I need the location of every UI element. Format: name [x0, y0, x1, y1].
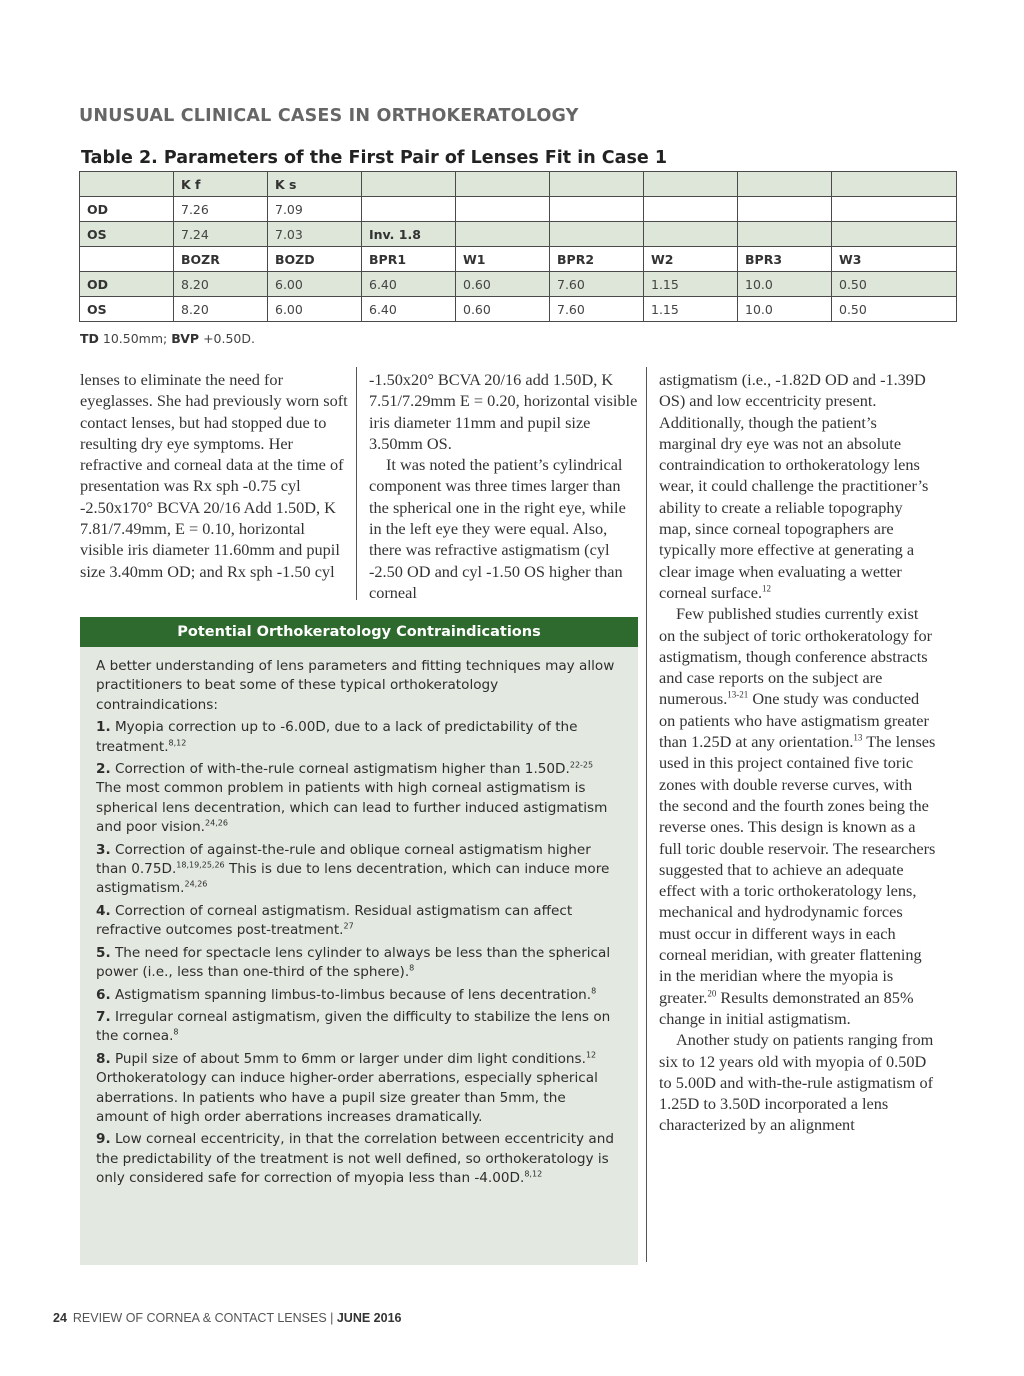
sidebar-title: Potential Orthokeratology Contraindications: [80, 617, 638, 647]
table-title: Table 2. Parameters of the First Pair of Lenses Fit in Case 1: [81, 148, 668, 168]
table-cell: [738, 197, 832, 222]
table-cell: [832, 197, 957, 222]
table-cell: 7.60: [550, 297, 644, 322]
table-cell: 8.20: [174, 272, 268, 297]
table-cell: 8.20: [174, 297, 268, 322]
table-cell: [738, 172, 832, 197]
paragraph: Another study on patients ranging from six to 12 years old with myopia of 0.50D to 5.00D and with-the-rule astigmatism of 1.25D to 3.50D incorporated a lens characterized by an alignment: [659, 1030, 934, 1135]
table-cell: W1: [456, 247, 550, 272]
table-cell: [80, 172, 174, 197]
list-item: 3. Correction of against-the-rule and oblique corneal astigmatism higher than 0.75D.$^{18,19,25,26}$ This is due to lens decentration, which can induce more astigmatism.$^{24,26}$: [96, 841, 610, 897]
column-divider: [646, 367, 647, 1262]
table-cell: [550, 172, 644, 197]
paragraph: astigmatism (i.e., -1.82D OD and -1.39D OS) and low eccentricity present. Additionally, though the patient’s marginal dry eye was not an absolute contraindication to orthokeratology lens wear, it could challenge the practitioner’s ability to create a reliable topography map, since corneal topographers are typically more effective at generating a clear image when evaluating a wetter corneal surface.$^{12}$: [659, 370, 929, 602]
table-cell: Inv. 1.8: [362, 222, 456, 247]
table-cell: 0.50: [832, 272, 957, 297]
table-cell: 10.0: [738, 297, 832, 322]
table-cell: [832, 172, 957, 197]
table-cell: BPR1: [362, 247, 456, 272]
table-cell: [80, 247, 174, 272]
section-header: UNUSUAL CLINICAL CASES IN ORTHOKERATOLOGY: [79, 106, 579, 126]
table-cell: BOZD: [268, 247, 362, 272]
table-cell: [644, 172, 738, 197]
table-cell: BPR2: [550, 247, 644, 272]
list-item: 4. Correction of corneal astigmatism. Residual astigmatism can affect refractive outcomes post-treatment.$^{27}$: [96, 902, 573, 939]
table-header-row: [80, 172, 957, 197]
table-cell: [456, 197, 550, 222]
table-cell: OS: [80, 297, 174, 322]
table-cell: [738, 222, 832, 247]
table-cell: 0.60: [456, 297, 550, 322]
table-cell: [644, 197, 738, 222]
body-column-2: [369, 369, 639, 603]
table-cell: 0.50: [832, 297, 957, 322]
paragraph: Few published studies currently exist on the subject of toric orthokeratology for astigmatism, though conference abstracts and case reports on the subject are numerous.$^{13-21}$ One study was conducted on patients who have astigmatism greater than 1.25D at any orientation.$^{13}$ The lenses used in this project contained five toric zones with double reverse curves, with the second and the fourth zones being the reverse ones. This design is known as a full toric double reservoir. The researchers suggested that to achieve an adequate effect with a toric orthokeratology lens, mechanical and hydrodynamic forces must occur in different ways in each corneal meridian, with greater flattening in the meridian where the myopia is greater.$^{20}$ Results demonstrated an 85% change in initial astigmatism.: [659, 604, 936, 1028]
column-divider: [356, 367, 357, 600]
list-item: 5. The need for spectacle lens cylinder to always be less than the spherical power (i.e., less than one-third of the sphere).$^8$: [96, 944, 611, 981]
table-cell: 10.0: [738, 272, 832, 297]
table-cell: 7.26: [174, 197, 268, 222]
parameters-table: [79, 171, 957, 322]
list-item: 6. Astigmatism spanning limbus-to-limbus because of lens decentration.$^8$: [96, 985, 597, 1003]
table-cell: [362, 197, 456, 222]
table-cell: BPR3: [738, 247, 832, 272]
table-cell: 7.09: [268, 197, 362, 222]
table-cell: K f: [174, 172, 268, 197]
paragraph: It was noted the patient’s cylindrical component was three times larger than the spherical one in the right eye, while in the left eye they were equal. Also, there was refractive astigmatism (cyl -2.50 OD and cyl -1.50 OS higher than corneal: [369, 455, 626, 602]
table-cell: 7.60: [550, 272, 644, 297]
list-item: 9. Low corneal eccentricity, in that the correlation between eccentricity and the predictability of the treatment is not well defined, so orthokeratology is only considered safe for correction of myopia less than -4.00D.$^{8,12}$: [96, 1131, 614, 1187]
table-cell: 6.40: [362, 272, 456, 297]
contraindication-list: [96, 718, 622, 1188]
table-cell: 0.60: [456, 272, 550, 297]
table-cell: 1.15: [644, 272, 738, 297]
table-cell: [550, 197, 644, 222]
table-row: [80, 222, 957, 247]
table-cell: W3: [832, 247, 957, 272]
table-cell: [456, 172, 550, 197]
list-item: 2. Correction of with-the-rule corneal astigmatism higher than 1.50D.$^{22-25}$ The most common problem in patients with high corneal astigmatism is spherical lens decentration, which can lead to further induced astigmatism and poor vision.$^{24,26}$: [96, 760, 608, 836]
table-cell: 6.40: [362, 297, 456, 322]
table-footnote: TD 10.50mm; BVP +0.50D.: [80, 331, 255, 346]
table-cell: [362, 172, 456, 197]
page-footer: [53, 1311, 401, 1325]
table-cell: K s: [268, 172, 362, 197]
list-item: 7. Irregular corneal astigmatism, given the difficulty to stabilize the lens on the cornea.$^8$: [96, 1008, 611, 1045]
sidebar-intro: A better understanding of lens parameters and fitting techniques may allow practitioners to beat some of these typical orthokeratology contraindications:: [96, 658, 615, 713]
table-cell: 7.03: [268, 222, 362, 247]
table-header-row: [80, 247, 957, 272]
sidebar-body: [80, 647, 638, 1189]
table-cell: BOZR: [174, 247, 268, 272]
table-cell: OD: [80, 272, 174, 297]
body-column-3: [659, 369, 936, 1136]
table-cell: 6.00: [268, 297, 362, 322]
contraindications-sidebar: [80, 617, 638, 1265]
table-row: [80, 272, 957, 297]
table-cell: 7.24: [174, 222, 268, 247]
table-cell: [644, 222, 738, 247]
table-cell: [832, 222, 957, 247]
table-cell: [456, 222, 550, 247]
table-cell: W2: [644, 247, 738, 272]
paragraph: lenses to eliminate the need for eyeglasses. She had previously worn soft contact lenses, but had stopped due to resulting dry eye symptoms. Her refractive and corneal data at the time of presentation was Rx sph -0.75 cyl -2.50x170° BCVA 20/16 Add 1.50D, K 7.81/7.49mm, E = 0.10, horizontal visible iris diameter 11.60mm and pupil size 3.40mm OD; and Rx sph -1.50 cyl: [80, 370, 348, 581]
list-item: 1. Myopia correction up to -6.00D, due to a lack of predictability of the treatment.$^{8,12}$: [96, 719, 578, 755]
page-number: 24: [53, 1311, 67, 1325]
table-cell: [550, 222, 644, 247]
issue-date: JUNE 2016: [336, 1311, 402, 1325]
table-cell: OS: [80, 222, 174, 247]
body-column-1: [80, 369, 352, 582]
table-cell: 6.00: [268, 272, 362, 297]
table-cell: OD: [80, 197, 174, 222]
table-row: [80, 297, 957, 322]
table-row: [80, 197, 957, 222]
publication-name: REVIEW OF CORNEA & CONTACT LENSES |: [72, 1311, 334, 1325]
list-item: 8. Pupil size of about 5mm to 6mm or larger under dim light conditions.$^{12}$ Orthokeratology can induce higher-order aberrations, especially spherical aberrations. In patients who have a pupil size greater than 5mm, the amount of high order aberrations increases dramatically.: [96, 1050, 598, 1125]
table-cell: 1.15: [644, 297, 738, 322]
paragraph: -1.50x20° BCVA 20/16 add 1.50D, K 7.51/7.29mm E = 0.20, horizontal visible iris diameter 11mm and pupil size 3.50mm OS.: [369, 370, 638, 453]
